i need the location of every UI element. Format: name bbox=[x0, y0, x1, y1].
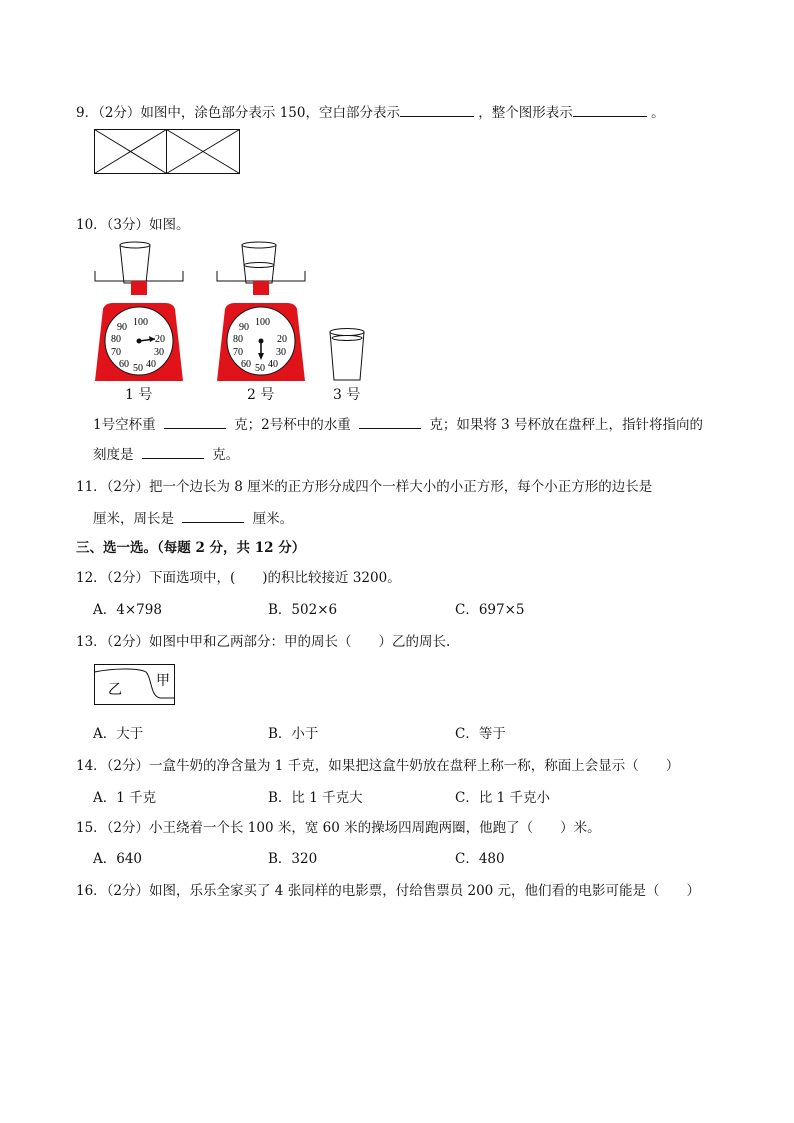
q10-blank-2[interactable] bbox=[359, 414, 421, 429]
dial-2-num-30: 30 bbox=[276, 347, 286, 358]
scale-2-figure bbox=[215, 241, 307, 383]
q12-option-b[interactable]: B．502×6 bbox=[268, 602, 338, 618]
dial-1-num-80: 80 bbox=[111, 334, 121, 345]
scale-1-label: 1 号 bbox=[125, 387, 153, 403]
cup-3-label: 3 号 bbox=[333, 387, 361, 403]
dial-1-num-90: 90 bbox=[117, 322, 127, 333]
water-cup-icon bbox=[242, 242, 276, 283]
q14-option-b[interactable]: B．比 1 千克大 bbox=[268, 790, 363, 806]
q14-option-c[interactable]: C．比 1 千克小 bbox=[455, 790, 551, 806]
dial-2-num-90: 90 bbox=[239, 322, 249, 333]
q13-option-a[interactable]: A．大于 bbox=[93, 726, 144, 742]
q9-text-b: ，整个图形表示 bbox=[478, 105, 573, 121]
q11-line2-b: 厘米。 bbox=[252, 511, 294, 527]
q11-answer-line bbox=[93, 508, 293, 528]
dial-2-num-60: 60 bbox=[241, 359, 251, 370]
dial-2-num-80: 80 bbox=[233, 334, 243, 345]
q13-option-c[interactable]: C．等于 bbox=[455, 726, 506, 742]
dial-2-num-40: 40 bbox=[268, 359, 278, 370]
question-9 bbox=[76, 102, 665, 122]
q9-blank-1[interactable] bbox=[400, 102, 474, 117]
q12-option-c[interactable]: C．697×5 bbox=[455, 602, 525, 618]
q10-blank-1[interactable] bbox=[164, 414, 226, 429]
q10-line1-a: 1号空杯重 bbox=[93, 417, 156, 433]
question-15: 15．（2分）小王绕着一个长 100 米，宽 60 米的操场四周跑两圈，他跑了（ ）米。 bbox=[76, 820, 601, 836]
q9-text-c: 。 bbox=[651, 105, 665, 121]
q13-option-b[interactable]: B．小于 bbox=[268, 726, 319, 742]
question-13: 13．（2分）如图中甲和乙两部分：甲的周长（ ）乙的周长. bbox=[76, 634, 451, 650]
question-11: 11．（2分）把一个边长为 8 厘米的正方形分成四个一样大小的小正方形，每个小正方形的边长是 bbox=[76, 479, 653, 495]
dial-1-num-20: 20 bbox=[155, 334, 165, 345]
question-10-title: 10．（3分）如图。 bbox=[76, 217, 190, 233]
dial-1-num-60: 60 bbox=[119, 359, 129, 370]
dial-1-num-70: 70 bbox=[111, 347, 121, 358]
q9-rectangle-figure bbox=[94, 129, 240, 174]
dial-1-num-40: 40 bbox=[146, 359, 156, 370]
q10-line1-c: 克；如果将 3 号杯放在盘秤上，指针将指向的 bbox=[429, 417, 704, 433]
scale-2-label: 2 号 bbox=[247, 387, 275, 403]
q14-option-a[interactable]: A．1 千克 bbox=[93, 790, 157, 806]
q9-text-a: 9．（2分）如图中，涂色部分表示 150，空白部分表示 bbox=[76, 105, 400, 121]
scale-1-figure bbox=[93, 241, 185, 383]
dial-2-num-50: 50 bbox=[255, 363, 265, 374]
q13-figure bbox=[94, 664, 176, 706]
q9-blank-2[interactable] bbox=[573, 102, 647, 117]
q10-line2-b: 克。 bbox=[212, 447, 240, 463]
dial-1-num-50: 50 bbox=[133, 363, 143, 374]
question-16: 16．（2分）如图，乐乐全家买了 4 张同样的电影票，付给售票员 200 元，他们看的电影可能是（ ） bbox=[76, 883, 701, 899]
question-12: 12．（2分）下面选项中，( )的积比较接近 3200。 bbox=[76, 570, 401, 586]
dial-1-num-30: 30 bbox=[154, 347, 164, 358]
q15-option-c[interactable]: C．480 bbox=[455, 851, 505, 867]
dial-1-num-100: 100 bbox=[133, 317, 148, 328]
q12-option-a[interactable]: A．4×798 bbox=[93, 602, 162, 618]
q11-line2-a: 厘米，周长是 bbox=[93, 511, 174, 527]
dial-2-num-20: 20 bbox=[277, 334, 287, 345]
q13-label-yi: 乙 bbox=[108, 683, 122, 698]
q11-blank[interactable] bbox=[182, 508, 244, 523]
question-14: 14．（2分）一盒牛奶的净含量为 1 千克，如果把这盒牛奶放在盘秤上称一称，称面上会显示（ ） bbox=[76, 758, 680, 774]
cup-3-icon bbox=[327, 326, 367, 382]
q10-line1-b: 克；2号杯中的水重 bbox=[234, 417, 351, 433]
q15-option-a[interactable]: A．640 bbox=[93, 851, 143, 867]
q10-line2-a: 刻度是 bbox=[93, 447, 134, 463]
q10-answer-line-2 bbox=[93, 444, 239, 464]
empty-cup-icon bbox=[120, 242, 150, 283]
q15-option-b[interactable]: B．320 bbox=[268, 851, 318, 867]
q10-blank-3[interactable] bbox=[142, 444, 204, 459]
section-3-title: 三、选一选。（每题 2 分，共 12 分） bbox=[76, 540, 306, 556]
q13-label-jia: 甲 bbox=[156, 674, 170, 689]
q10-answer-line-1 bbox=[93, 414, 703, 434]
dial-2-num-100: 100 bbox=[255, 317, 270, 328]
dial-2-num-70: 70 bbox=[233, 347, 243, 358]
